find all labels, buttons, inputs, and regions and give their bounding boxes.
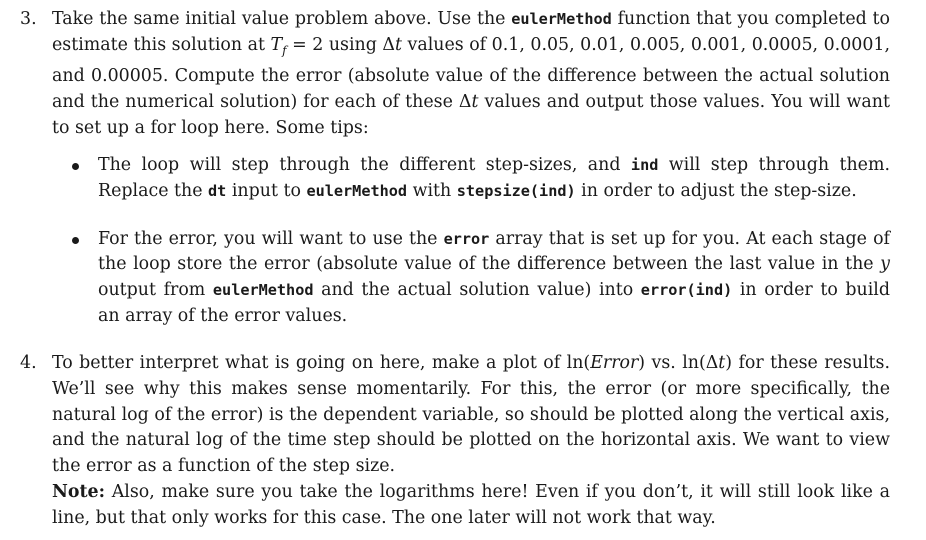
item-4 xyxy=(20,351,890,532)
tip-item-loop xyxy=(52,153,890,205)
tip-text-part: will step through them. Replace the xyxy=(98,155,890,201)
item-4-text-part: To better interpret what is going on here, make a plot of ln( xyxy=(52,353,591,373)
code-ind: ind xyxy=(630,156,659,174)
tip-text-part: with xyxy=(407,180,457,201)
code-euler-method: eulerMethod xyxy=(212,281,314,300)
item-3-text-part: Take the same initial value problem above. Use the xyxy=(52,9,512,29)
tip-text-part: output from xyxy=(98,280,213,301)
math-T: T xyxy=(270,34,283,55)
tip-text-part: in order to build an array of the error values. xyxy=(98,280,890,326)
tip-text-part: in order to adjust the step-size. xyxy=(575,180,857,201)
item-3-text-part: = 2 using Δ xyxy=(286,34,395,55)
code-stepsize-ind: stepsize(ind) xyxy=(456,181,576,200)
math-T-f xyxy=(270,34,287,58)
item-3-text-part: function that you completed to estimate this solution at xyxy=(52,9,890,55)
item-4-text-part: ) for these results. We’ll see why this makes sense momentarily. For this, the error (or more specifically, the natural log of the error) is the dependent variable, so should be plotted along the vertical axis, and the natural log of the time step should be plotted on the horizontal axis. We want to view the error as a function of the step size. xyxy=(52,353,890,477)
note-label: Note: xyxy=(52,481,106,502)
tip-text-part: array that is set up for you. At each stage of the loop store the error (absolute value of the difference between the last value in the xyxy=(98,228,890,275)
code-euler-method: eulerMethod xyxy=(511,10,612,28)
math-y: y xyxy=(880,254,890,275)
bullet-dot-icon xyxy=(72,237,79,244)
item-3-text xyxy=(52,7,890,141)
math-t: t xyxy=(718,353,726,373)
item-4-number: 4. xyxy=(20,353,37,373)
math-t: t xyxy=(471,91,479,112)
code-error-ind: error(ind) xyxy=(640,281,733,300)
tip-text-part: For the error, you will want to use the xyxy=(98,228,444,249)
code-dt: dt xyxy=(208,181,227,200)
tip-text-part: The loop will step through the different step-sizes, and xyxy=(98,155,631,175)
code-euler-method: eulerMethod xyxy=(306,181,408,200)
math-sub-f: f xyxy=(282,43,287,58)
bullet-dot-icon xyxy=(72,163,79,170)
note-text: Also, make sure you take the logarithms here! Even if you don’t, it will still look like a line, but that only works for this case. The one later will not work that way. xyxy=(52,481,890,528)
item-3-text-part: values of 0.1, 0.05, 0.01, 0.005, 0.001, 0.0005, 0.0001, and 0.00005. Compute the error (absolute value of the difference between the actual solution and the numerical solution) for each of these Δ xyxy=(52,34,890,112)
item-3 xyxy=(20,7,890,141)
tip-item-error xyxy=(52,227,890,330)
math-error: Error xyxy=(590,353,639,373)
item-4-text xyxy=(52,351,890,532)
item-3-number: 3. xyxy=(20,9,37,29)
code-error: error xyxy=(443,229,490,248)
tip-text-part: input to xyxy=(226,180,307,201)
tips-list xyxy=(52,153,890,330)
item-3-text-part: values and output those values. You will want to set up a for loop here. Some tips: xyxy=(52,91,890,138)
tip-text-part: and the actual solution value) into xyxy=(313,280,641,301)
math-t: t xyxy=(394,34,402,55)
item-4-text-part: ) vs. ln(Δ xyxy=(638,353,719,373)
